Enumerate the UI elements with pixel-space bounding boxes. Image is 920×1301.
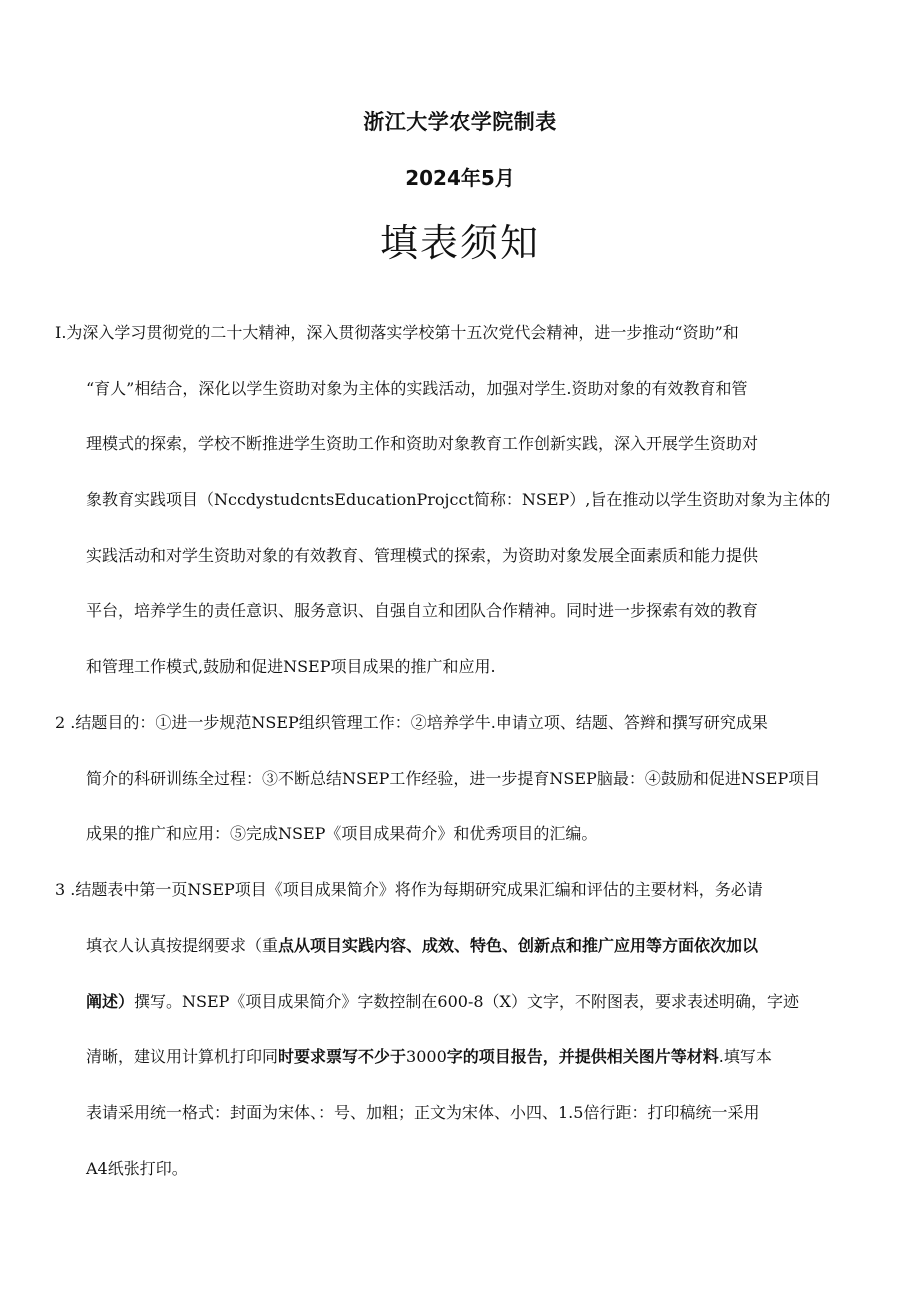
- emphasis-text: 时要求票写不少于: [278, 1047, 407, 1066]
- form-date: 2024年5月: [405, 166, 515, 190]
- text-line: I.为深入学习贯彻党的二十大精神，深入贯彻落实学校第十五次党代会精神，进一步推动“资助”和: [55, 323, 739, 342]
- text-line: 2 .结题目的：①进一步规范NSEP组织管理工作：②培养学牛.申请立项、结题、答辫和撰写研究成果: [55, 713, 768, 732]
- text-line: 理模式的探索，学校不断推进学生资助工作和资助对象教育工作创新实践，深入开展学生资助对: [86, 434, 759, 453]
- emphasis-text: 阐述）: [86, 992, 135, 1011]
- text-line: 平台，培养学生的责任意识、服务意识、自强自立和团队合作精神。同时进一步探索有效的教育: [86, 601, 759, 620]
- text-line: 成果的推广和应用：⑤完成NSEP《项目成果荷介》和优秀项目的汇编。: [86, 824, 598, 843]
- text-line: “育人”相结合，深化以学生资助对象为主体的实践活动，加强对学生.资助对象的有效教育和管: [86, 379, 748, 398]
- text-segment: 3000: [406, 1047, 447, 1066]
- text-line: [86, 989, 799, 1012]
- page-title: 填表须知: [379, 221, 540, 265]
- text-line: 和管理工作模式,鼓励和促进NSEP项目成果的推广和应用.: [86, 657, 496, 676]
- text-segment: .填写本: [718, 1047, 772, 1066]
- org-name: 浙江大学农学院制表: [363, 110, 557, 134]
- text-segment: 填衣人认真按提纲要求（重: [86, 936, 279, 955]
- text-line: [86, 933, 758, 956]
- text-line: 简介的科研训练全过程：③不断总结NSEP工作经验，进一步提育NSEP脑最：④鼓励和促进NSEP项目: [86, 769, 821, 788]
- text-line: 表请采用统一格式：封面为宋体、：号、加粗；正文为宋体、小四、1.5倍行距：打印稿统一采用: [86, 1103, 760, 1122]
- text-segment: 清晰，建议用计算机打印同: [86, 1047, 279, 1066]
- text-line: [86, 1044, 772, 1067]
- text-line: 实践活动和对学生资助对象的有效教育、管理模式的探索，为资助对象发展全面素质和能力提供: [86, 546, 759, 565]
- text-line: 象教育实践项目（NccdystudcntsEducationProjcct简称：NSEP）,旨在推动以学生资助对象为主体的: [86, 490, 831, 509]
- text-line: A4纸张打印。: [86, 1159, 188, 1178]
- emphasis-text: 字的项目报告，并提供相关图片等材料: [446, 1047, 719, 1066]
- emphasis-text: 点从项目实践内容、成效、特色、创新点和推广应用等方面依次加以: [278, 936, 759, 955]
- text-segment: 撰写。NSEP《项目成果简介》字数控制在600-8（X）文字，不附图表，要求表述明确，字迹: [134, 992, 799, 1011]
- text-line: 3 .结题表中第一页NSEP项目《项目成果简介》将作为每期研究成果汇编和评估的主要材料，务必请: [55, 880, 763, 899]
